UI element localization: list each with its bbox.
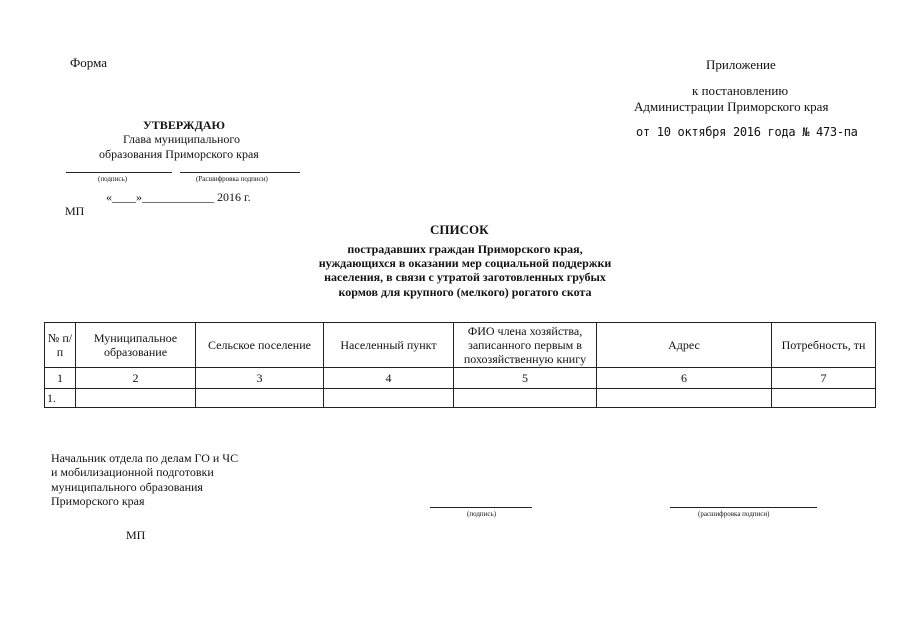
list-title: СПИСОК (430, 222, 489, 237)
table-row (45, 389, 876, 408)
form-label: Форма (70, 55, 107, 70)
approval-date-line: «____»____________ 2016 г. (106, 190, 251, 204)
appendix-authority: Администрации Приморского края (634, 99, 829, 114)
table-column-number-row (45, 368, 876, 389)
table-column-number: 1 (45, 368, 76, 389)
table-column-number: 6 (597, 368, 772, 389)
table-header-cell: № п/п (45, 323, 76, 368)
footer-stamp-mark: МП (126, 528, 146, 542)
table-header-cell: Сельское поселение (196, 323, 324, 368)
table-header-cell: ФИО члена хозяйства, записанного первым в похозяйственную книгу (454, 323, 597, 368)
footer-position-line2: и мобилизационной подготовки (51, 465, 214, 479)
table-cell (454, 389, 597, 408)
approval-signature-caption: (подпись) (98, 175, 128, 183)
table-cell (597, 389, 772, 408)
table-column-number: 7 (772, 368, 876, 389)
table-header-row (45, 323, 876, 368)
footer-signature-caption: (подпись) (467, 510, 497, 518)
table-cell (196, 389, 324, 408)
table-header-cell: Населенный пункт (324, 323, 454, 368)
footer-position-line4: Приморского края (51, 494, 145, 508)
table-header-cell: Адрес (597, 323, 772, 368)
list-subtitle-line1: пострадавших граждан Приморского края, (347, 242, 583, 256)
approval-decode-line (180, 172, 300, 173)
approval-title: УТВЕРЖДАЮ (143, 118, 226, 132)
footer-position-line1: Начальник отдела по делам ГО и ЧС (51, 451, 239, 465)
appendix-reference: к постановлению (692, 83, 789, 98)
list-subtitle-line3: населения, в связи с утратой заготовленных грубых (324, 270, 606, 284)
approval-decode-caption: (Расшифровка подписи) (196, 175, 268, 183)
table-cell (76, 389, 196, 408)
approval-position-line2: образования Приморского края (99, 147, 259, 161)
table-column-number: 5 (454, 368, 597, 389)
table-cell (324, 389, 454, 408)
list-subtitle-line2: нуждающихся в оказании мер социальной поддержки (318, 256, 612, 270)
table-column-number: 3 (196, 368, 324, 389)
decree-reference: от 10 октября 2016 года № 473-па (636, 125, 858, 139)
approval-position-line1: Главa муниципального (123, 132, 240, 146)
footer-decode-line (670, 507, 817, 508)
table-row-number: 1. (45, 389, 76, 408)
table-column-number: 2 (76, 368, 196, 389)
table-header-cell: Муниципальное образование (76, 323, 196, 368)
list-subtitle-line4: кормов для крупного (мелкого) рогатого скота (338, 285, 592, 299)
table-header-cell: Потребность, тн (772, 323, 876, 368)
table-cell (772, 389, 876, 408)
approval-signature-line (66, 172, 172, 173)
appendix-label: Приложение (706, 57, 776, 72)
approval-stamp-mark: МП (65, 204, 85, 218)
footer-position-line3: муниципального образования (51, 480, 203, 494)
footer-signature-line (430, 507, 532, 508)
footer-decode-caption: (расшифровка подписи) (698, 510, 770, 518)
table-column-number: 4 (324, 368, 454, 389)
victims-list-table (44, 322, 876, 408)
